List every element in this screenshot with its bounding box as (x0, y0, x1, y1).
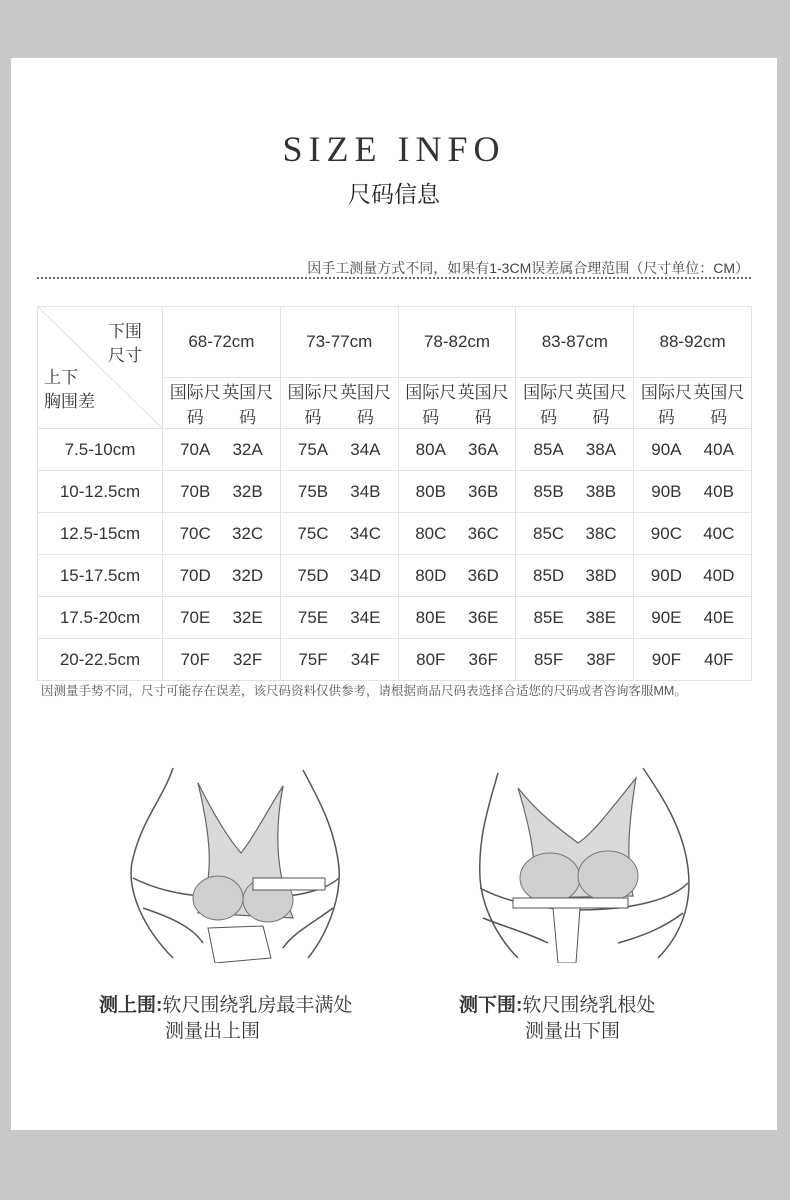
uk-size-value: 32A (232, 439, 263, 459)
size-cell (280, 513, 398, 555)
uk-size-value: 32C (231, 523, 264, 543)
size-rows (38, 429, 752, 681)
uk-size-value: 40E (703, 607, 734, 627)
size-cell (163, 555, 281, 597)
intl-size-value: 75F (298, 649, 328, 669)
caption-underbust (459, 993, 655, 1045)
uk-size-value: 36B (468, 481, 499, 501)
table-row (38, 471, 752, 513)
bust-difference-cell: 17.5-20cm (38, 597, 163, 639)
size-cell (634, 429, 752, 471)
intl-size-value: 75B (297, 481, 329, 501)
intl-size-value: 90B (651, 481, 682, 501)
intl-size-value: 70E (180, 607, 211, 627)
bust-difference-cell: 10-12.5cm (38, 471, 163, 513)
size-cell (398, 597, 516, 639)
underbust-header: 83-87cm (516, 307, 634, 378)
size-cell (634, 639, 752, 681)
size-cell (398, 429, 516, 471)
caption-upper-bust-line2: 测量出上围 (165, 1021, 261, 1042)
intl-size-value: 85A (533, 439, 564, 459)
table-row (38, 639, 752, 681)
table-corner (38, 307, 163, 429)
intl-size-label: 国际尺码 (287, 383, 339, 427)
uk-size-value: 34D (349, 565, 381, 585)
caption-underbust-line1: 软尺围绕乳根处 (522, 995, 656, 1016)
size-cell (163, 513, 281, 555)
underbust-header: 68-72cm (163, 307, 281, 378)
title-chinese: 尺码信息 (348, 181, 440, 207)
intl-size-value: 85F (533, 649, 564, 669)
uk-size-value: 34C (349, 523, 381, 543)
uk-size-value: 34E (350, 607, 381, 627)
intl-size-value: 70F (180, 649, 210, 669)
uk-size-value: 40A (703, 439, 734, 459)
size-cell (280, 639, 398, 681)
measurement-note: 因手工测量方式不同，如果有1-3CM误差属合理范围（尺寸单位：CM） (307, 260, 749, 276)
uk-size-value: 36D (467, 565, 499, 585)
size-cell (516, 639, 634, 681)
uk-size-value: 32E (232, 607, 263, 627)
size-system-header (398, 378, 516, 429)
table-row (38, 429, 752, 471)
uk-size-value: 32D (231, 565, 264, 585)
corner-diff-label-2: 胸围差 (44, 392, 95, 411)
intl-size-value: 85C (532, 523, 565, 543)
underbust-header: 78-82cm (398, 307, 516, 378)
size-cell (280, 429, 398, 471)
size-table (37, 306, 752, 681)
intl-size-value: 85D (532, 565, 565, 585)
uk-size-value: 32B (232, 481, 263, 501)
size-cell (398, 513, 516, 555)
size-cell (280, 555, 398, 597)
intl-size-value: 80B (415, 481, 446, 501)
uk-size-value: 36E (468, 607, 499, 627)
underbust-header: 73-77cm (280, 307, 398, 378)
uk-size-value: 36C (467, 523, 499, 543)
corner-diff-label-1: 上下 (44, 368, 78, 387)
size-cell (516, 429, 634, 471)
size-cell (163, 597, 281, 639)
intl-size-value: 80D (415, 565, 447, 585)
uk-size-value: 36F (468, 649, 498, 669)
table-row (38, 555, 752, 597)
uk-size-value: 38F (586, 649, 616, 669)
intl-size-value: 75E (297, 607, 329, 627)
caption-upper-bust-line1: 软尺围绕乳房最丰满处 (162, 995, 353, 1016)
corner-size-label: 尺寸 (108, 346, 142, 365)
table-row (38, 513, 752, 555)
bust-difference-cell: 20-22.5cm (38, 639, 163, 681)
size-cell (398, 555, 516, 597)
size-cell (516, 513, 634, 555)
uk-size-label: 英国尺码 (575, 383, 627, 427)
intl-size-value: 80A (415, 439, 446, 459)
uk-size-value: 34A (350, 439, 381, 459)
intl-size-value: 90E (651, 607, 682, 627)
caption-upper-bust (99, 993, 352, 1045)
dotted-divider (37, 277, 751, 279)
size-cell (163, 471, 281, 513)
size-cell (163, 639, 281, 681)
uk-size-value: 38E (585, 607, 617, 627)
size-cell (516, 597, 634, 639)
size-system-header (163, 378, 281, 429)
uk-size-value: 34F (350, 649, 381, 669)
intl-size-label: 国际尺码 (169, 383, 221, 427)
size-cell (516, 471, 634, 513)
uk-size-value: 40B (703, 481, 734, 501)
uk-size-label: 英国尺码 (339, 383, 391, 427)
corner-underbust-label: 下围 (108, 322, 142, 341)
uk-size-value: 40F (704, 649, 734, 669)
uk-size-label: 英国尺码 (693, 383, 745, 427)
intl-size-label: 国际尺码 (523, 383, 575, 427)
intl-size-value: 80C (415, 523, 447, 543)
intl-size-value: 75C (297, 523, 329, 543)
caption-underbust-line2: 测量出下围 (525, 1021, 621, 1042)
uk-size-value: 38D (585, 565, 617, 585)
disclaimer-note: 因测量手势不同，尺寸可能存在误差，该尺码资料仅供参考，请根据商品尺码表选择合适您的尺码或者咨询客服MM。 (41, 684, 687, 698)
intl-size-label: 国际尺码 (405, 383, 457, 427)
size-system-header (634, 378, 752, 429)
size-cell (634, 555, 752, 597)
bust-difference-cell: 7.5-10cm (38, 429, 163, 471)
intl-size-value: 80E (415, 607, 446, 627)
uk-size-label: 英国尺码 (457, 383, 509, 427)
size-cell (280, 471, 398, 513)
intl-size-value: 80F (416, 649, 446, 669)
intl-size-value: 75D (297, 565, 329, 585)
uk-size-value: 32F (232, 649, 263, 669)
title-english: SIZE INFO (282, 129, 506, 169)
uk-size-value: 38B (585, 481, 617, 501)
intl-size-value: 70B (180, 481, 211, 501)
intl-size-label: 国际尺码 (640, 383, 692, 427)
underbust-header: 88-92cm (634, 307, 752, 378)
table-row (38, 597, 752, 639)
bust-difference-cell: 15-17.5cm (38, 555, 163, 597)
measure-underbust-illustration (458, 758, 718, 963)
size-system-header (280, 378, 398, 429)
intl-size-value: 90A (651, 439, 682, 459)
uk-size-value: 38C (585, 523, 617, 543)
size-cell (634, 471, 752, 513)
size-cell (516, 555, 634, 597)
uk-size-value: 40C (703, 523, 735, 543)
intl-size-value: 85B (533, 481, 564, 501)
intl-size-value: 75A (297, 439, 329, 459)
size-cell (634, 597, 752, 639)
size-cell (398, 471, 516, 513)
uk-size-label: 英国尺码 (222, 383, 274, 427)
intl-size-value: 90C (650, 523, 682, 543)
measure-bust-illustration (103, 758, 363, 963)
uk-size-value: 40D (703, 565, 735, 585)
intl-size-value: 90F (651, 649, 682, 669)
size-system-header (516, 378, 634, 429)
size-cell (634, 513, 752, 555)
size-cell (280, 597, 398, 639)
intl-size-value: 70D (179, 565, 211, 585)
uk-size-value: 38A (585, 439, 617, 459)
intl-size-value: 85E (533, 607, 564, 627)
caption-underbust-title: 测下围: (459, 995, 523, 1016)
caption-upper-bust-title: 测上围: (99, 995, 163, 1016)
intl-size-value: 70C (179, 523, 211, 543)
page-frame (11, 58, 777, 1130)
uk-size-value: 34B (350, 481, 381, 501)
bust-difference-cell: 12.5-15cm (38, 513, 163, 555)
size-cell (398, 639, 516, 681)
size-cell (163, 429, 281, 471)
intl-size-value: 90D (650, 565, 682, 585)
uk-size-value: 36A (468, 439, 499, 459)
intl-size-value: 70A (180, 439, 211, 459)
